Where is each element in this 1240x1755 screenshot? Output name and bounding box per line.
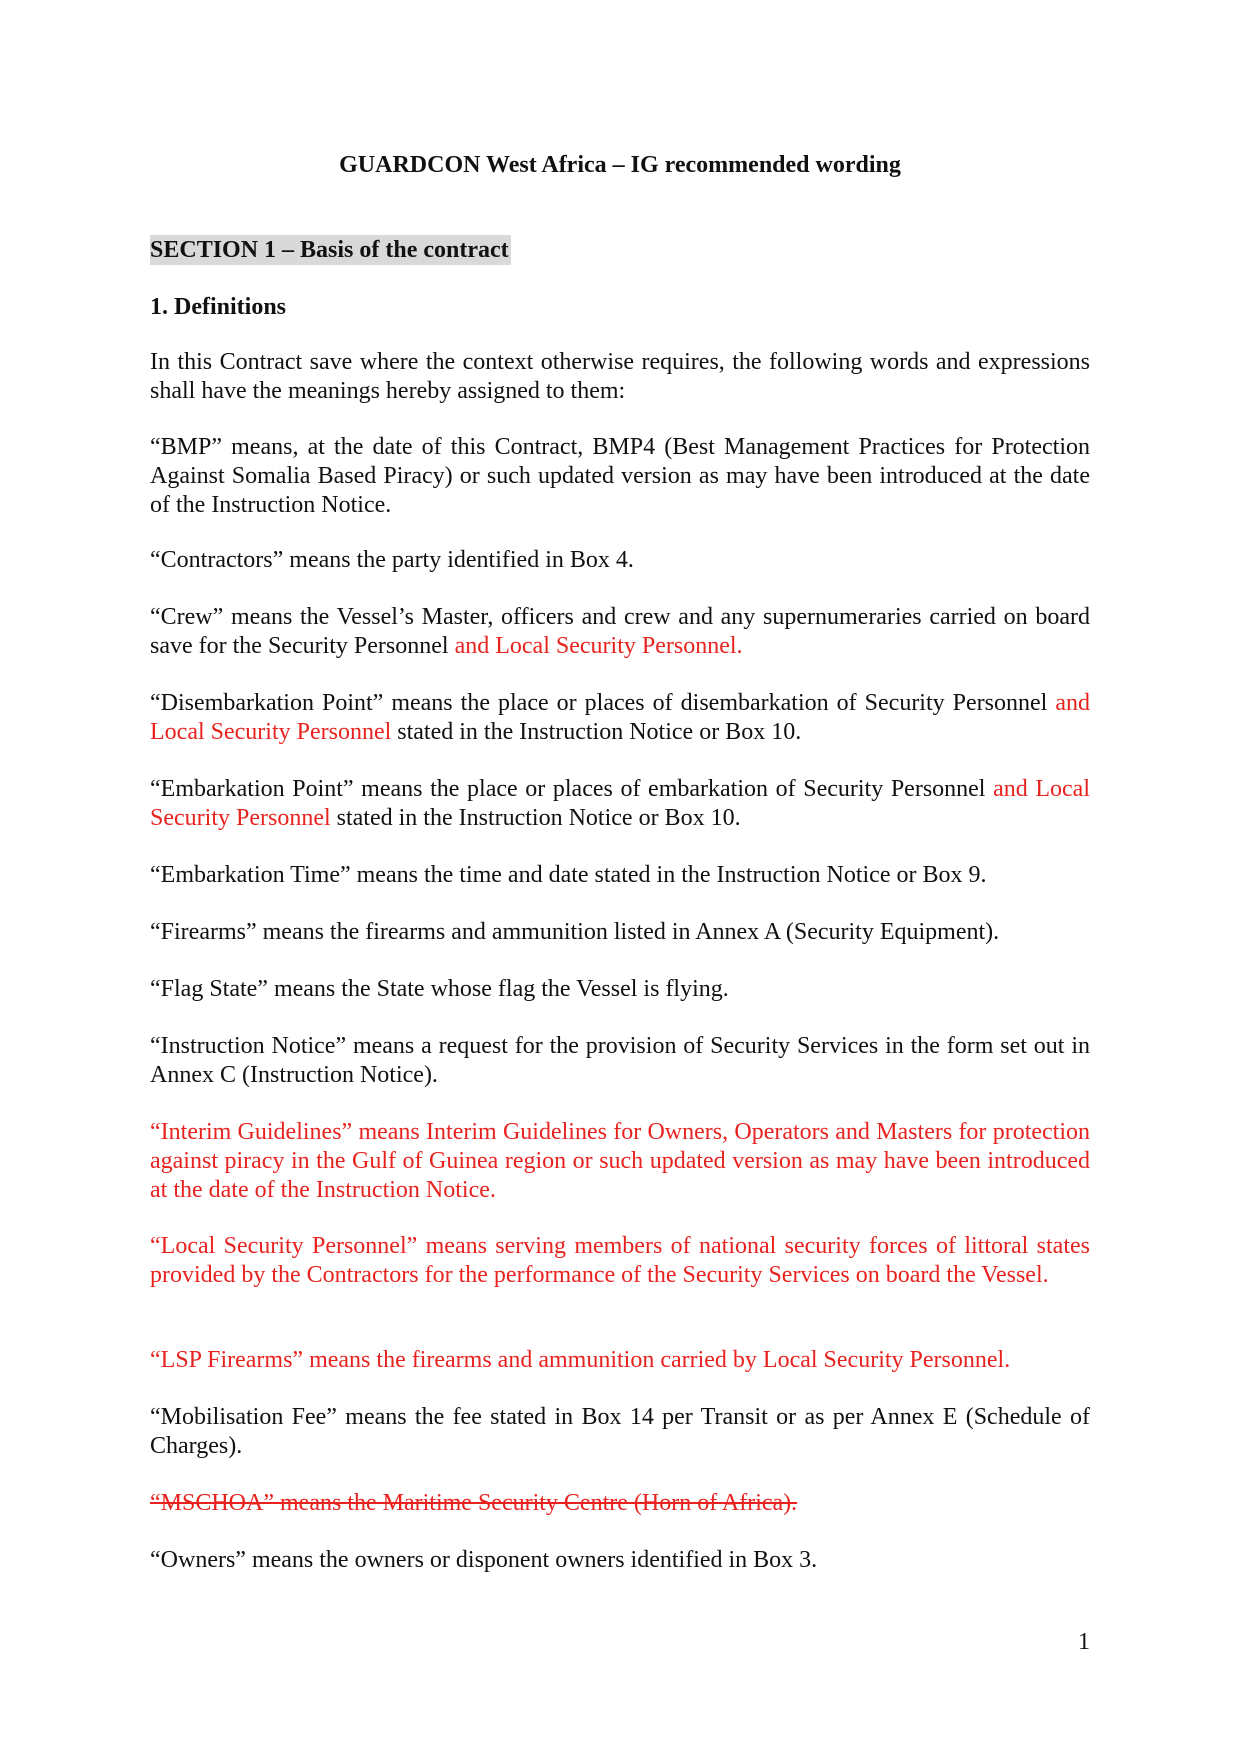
embarkation-text: “Embarkation Point” means the place or places of embarkation of Security Personnel xyxy=(150,776,994,802)
definition-interim-guidelines: “Interim Guidelines” means Interim Guidelines for Owners, Operators and Masters for protection against piracy in the Gulf of Guinea region or such updated version as may have been introduced at the date of the Instruction Notice. xyxy=(150,1119,1090,1203)
crew-insertion-period: . xyxy=(736,633,743,659)
section-heading: SECTION 1 – Basis of the contract xyxy=(150,237,509,263)
crew-text: “Crew” means the Vessel’s Master, officers and crew and any supernumeraries carried on board save for the Security Personnel xyxy=(150,604,1090,659)
definition-owners: “Owners” means the owners or disponent owners identified in Box 3. xyxy=(150,1547,818,1573)
definitions-heading: 1. Definitions xyxy=(150,294,287,320)
disembarkation-text-end: stated in the Instruction Notice or Box 10. xyxy=(391,719,802,745)
disembarkation-text: “Disembarkation Point” means the place or places of disembarkation of Security Personnel xyxy=(150,690,1056,716)
definition-mobilisation-fee: “Mobilisation Fee” means the fee stated in Box 14 per Transit or as per Annex E (Schedule of Charges). xyxy=(150,1404,1090,1459)
disembarkation-insertion: and Local Security Personnel xyxy=(150,690,1090,745)
definition-crew xyxy=(150,603,1090,661)
definition-instruction-notice: “Instruction Notice” means a request for the provision of Security Services in the form set out in Annex C (Instruction Notice). xyxy=(150,1033,1090,1088)
definition-flag-state: “Flag State” means the State whose flag the Vessel is flying. xyxy=(150,976,729,1002)
document-title: GUARDCON West Africa – IG recommended wording xyxy=(339,152,901,178)
definition-local-security-personnel: “Local Security Personnel” means serving members of national security forces of littoral states provided by the Contractors for the performance of the Security Services on board the Vessel. xyxy=(150,1233,1090,1288)
definition-firearms: “Firearms” means the firearms and ammunition listed in Annex A (Security Equipment). xyxy=(150,919,1000,945)
page-number: 1 xyxy=(1078,1629,1090,1655)
embarkation-text-end: stated in the Instruction Notice or Box 10. xyxy=(330,805,741,831)
definition-contractors: “Contractors” means the party identified in Box 4. xyxy=(150,547,634,573)
definition-mschoa-deleted: “MSCHOA” means the Maritime Security Centre (Horn of Africa). xyxy=(150,1490,798,1516)
definition-disembarkation-point xyxy=(150,689,1090,747)
definition-lsp-firearms: “LSP Firearms” means the firearms and ammunition carried by Local Security Personnel. xyxy=(150,1347,1011,1373)
definition-bmp: “BMP” means, at the date of this Contract, BMP4 (Best Management Practices for Protection Against Somalia Based Piracy) or such updated version as may have been introduced at the date of the Instruction Notice. xyxy=(150,434,1090,518)
definition-embarkation-point xyxy=(150,775,1090,833)
crew-insertion: and Local Security Personnel xyxy=(454,633,737,659)
definition-embarkation-time: “Embarkation Time” means the time and date stated in the Instruction Notice or Box 9. xyxy=(150,862,987,888)
intro-paragraph: In this Contract save where the context otherwise requires, the following words and expressions shall have the meanings hereby assigned to them: xyxy=(150,349,1090,404)
embarkation-insertion: and Local Security Personnel xyxy=(150,776,1090,831)
